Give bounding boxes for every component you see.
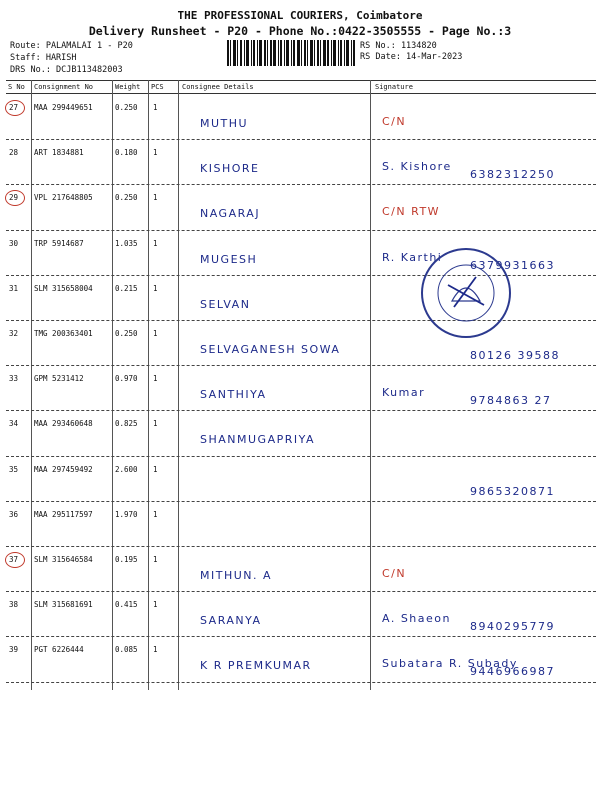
row-pcs: 1: [153, 193, 158, 203]
row-signature: R. Karthi: [382, 250, 443, 264]
row-divider: [6, 501, 596, 502]
row-consignee-name: SELVAN: [200, 297, 251, 311]
col-weight: Weight: [115, 83, 141, 91]
column-divider: [148, 80, 149, 690]
row-weight: 1.970: [115, 509, 138, 519]
col-pcs: PCS: [151, 83, 164, 91]
row-weight: 2.600: [115, 464, 138, 474]
row-consignment-no: GPM 5231412: [34, 374, 84, 384]
table-top-border: [6, 80, 596, 81]
row-phone: 6379931663: [470, 258, 555, 272]
row-weight: 0.180: [115, 148, 138, 158]
row-divider: [6, 365, 596, 366]
row-sno: 27: [9, 103, 19, 112]
row-consignee-name: K R PREMKUMAR: [200, 659, 312, 673]
drs-label: DRS No.: DCJB113482003: [10, 65, 123, 75]
row-signature: C/N RTW: [382, 205, 441, 219]
row-consignment-no: VPL 217648805: [34, 193, 93, 203]
row-phone: 6382312250: [470, 168, 555, 182]
row-signature: A. Shaeon: [382, 612, 451, 626]
column-divider: [178, 80, 179, 690]
column-divider: [370, 80, 371, 690]
row-consignee-name: MITHUN. A: [200, 569, 273, 582]
row-consignee-name: KISHORE: [200, 162, 260, 176]
row-consignment-no: TRP 5914687: [34, 238, 84, 248]
row-consignment-no: SLM 315646584: [34, 555, 93, 564]
row-consignment-no: MAA 297459492: [34, 464, 93, 474]
row-pcs: 1: [153, 464, 158, 474]
row-sno: 33: [9, 374, 19, 384]
row-consignee-name: MUGESH: [200, 252, 258, 266]
row-consignee-name: NAGARAJ: [200, 207, 261, 221]
row-pcs: 1: [153, 419, 158, 429]
row-divider: [6, 591, 596, 592]
row-sno: 29: [9, 193, 19, 203]
row-phone: 9446966987: [470, 665, 555, 679]
row-sno: 35: [9, 464, 19, 474]
row-consignee-name: SELVAGANESH SOWA: [200, 343, 341, 356]
row-divider: [6, 230, 596, 231]
column-divider: [31, 80, 32, 690]
row-consignee-name: MUTHU: [200, 117, 249, 130]
school-seal-stamp-icon: [418, 245, 514, 341]
row-weight: 0.195: [115, 555, 138, 564]
row-sno: 38: [9, 600, 19, 610]
row-divider: [6, 139, 596, 140]
row-sno: 28: [9, 148, 19, 158]
row-consignment-no: TMG 200363401: [34, 329, 93, 338]
row-pcs: 1: [153, 509, 158, 519]
company-title: THE PROFESSIONAL COURIERS, Coimbatore: [177, 9, 423, 22]
row-signature: S. Kishore: [382, 160, 452, 174]
col-sno: S No: [8, 83, 25, 91]
row-weight: 0.250: [115, 193, 138, 203]
row-sno: 31: [9, 283, 19, 293]
row-phone: 9865320871: [470, 484, 555, 498]
row-consignment-no: MAA 299449651: [34, 103, 93, 112]
row-consignee-name: SHANMUGAPRIYA: [200, 433, 316, 447]
row-weight: 0.250: [115, 103, 138, 112]
row-circled-mark: [5, 100, 25, 116]
row-signature: C/N: [382, 115, 407, 128]
runsheet-title: Delivery Runsheet - P20 - Phone No.:0422-3505555 - Page No.:3: [88, 24, 512, 38]
row-sno: 30: [9, 238, 19, 248]
row-weight: 0.825: [115, 419, 138, 429]
row-consignment-no: SLM 315681691: [34, 600, 93, 610]
row-sno: 37: [9, 555, 19, 564]
row-weight: 1.035: [115, 238, 138, 248]
row-consignee-name: SANTHIYA: [200, 388, 267, 402]
row-pcs: 1: [153, 555, 158, 564]
row-circled-mark: [5, 190, 25, 206]
column-divider: [112, 80, 113, 690]
row-divider: [6, 456, 596, 457]
row-phone: 8940295779: [470, 620, 555, 634]
row-pcs: 1: [153, 238, 158, 248]
row-weight: 0.415: [115, 600, 138, 610]
row-divider: [6, 410, 596, 411]
row-sno: 36: [9, 509, 19, 519]
row-signature: C/N: [382, 567, 407, 580]
row-weight: 0.970: [115, 374, 138, 384]
row-divider: [6, 184, 596, 185]
row-pcs: 1: [153, 374, 158, 384]
rs-number: RS No.: 1134820: [360, 41, 437, 51]
rs-date: RS Date: 14-Mar-2023: [360, 52, 463, 62]
row-signature: Subatara R. Subady: [382, 657, 518, 671]
row-pcs: 1: [153, 329, 158, 338]
col-consignment: Consignment No: [34, 83, 94, 91]
row-consignment-no: PGT 6226444: [34, 645, 84, 655]
staff-label: Staff: HARISH: [10, 53, 77, 63]
row-pcs: 1: [153, 103, 158, 112]
row-sno: 39: [9, 645, 19, 655]
col-signature: Signature: [375, 83, 413, 91]
route-label: Route: PALAMALAI 1 - P20: [10, 41, 133, 51]
row-divider: [6, 682, 596, 683]
row-pcs: 1: [153, 600, 158, 610]
row-divider: [6, 546, 596, 547]
row-phone: 9784863 27: [470, 394, 552, 408]
row-weight: 0.085: [115, 645, 138, 655]
row-consignment-no: ART 1834881: [34, 148, 84, 158]
row-circled-mark: [5, 552, 25, 568]
row-weight: 0.250: [115, 329, 138, 338]
row-divider: [6, 636, 596, 637]
row-signature: Kumar: [382, 386, 426, 400]
row-consignment-no: MAA 293460648: [34, 419, 93, 429]
row-weight: 0.215: [115, 283, 138, 293]
row-sno: 34: [9, 419, 19, 429]
row-pcs: 1: [153, 148, 158, 158]
row-consignment-no: SLM 315658004: [34, 283, 93, 293]
barcode-icon: [227, 40, 355, 66]
row-pcs: 1: [153, 283, 158, 293]
row-phone: 80126 39588: [470, 349, 560, 362]
row-consignee-name: SARANYA: [200, 614, 262, 628]
row-sno: 32: [9, 329, 19, 338]
row-pcs: 1: [153, 645, 158, 655]
row-consignment-no: MAA 295117597: [34, 509, 93, 519]
table-header-border: [6, 93, 596, 94]
col-consignee: Consignee Details: [182, 83, 254, 91]
